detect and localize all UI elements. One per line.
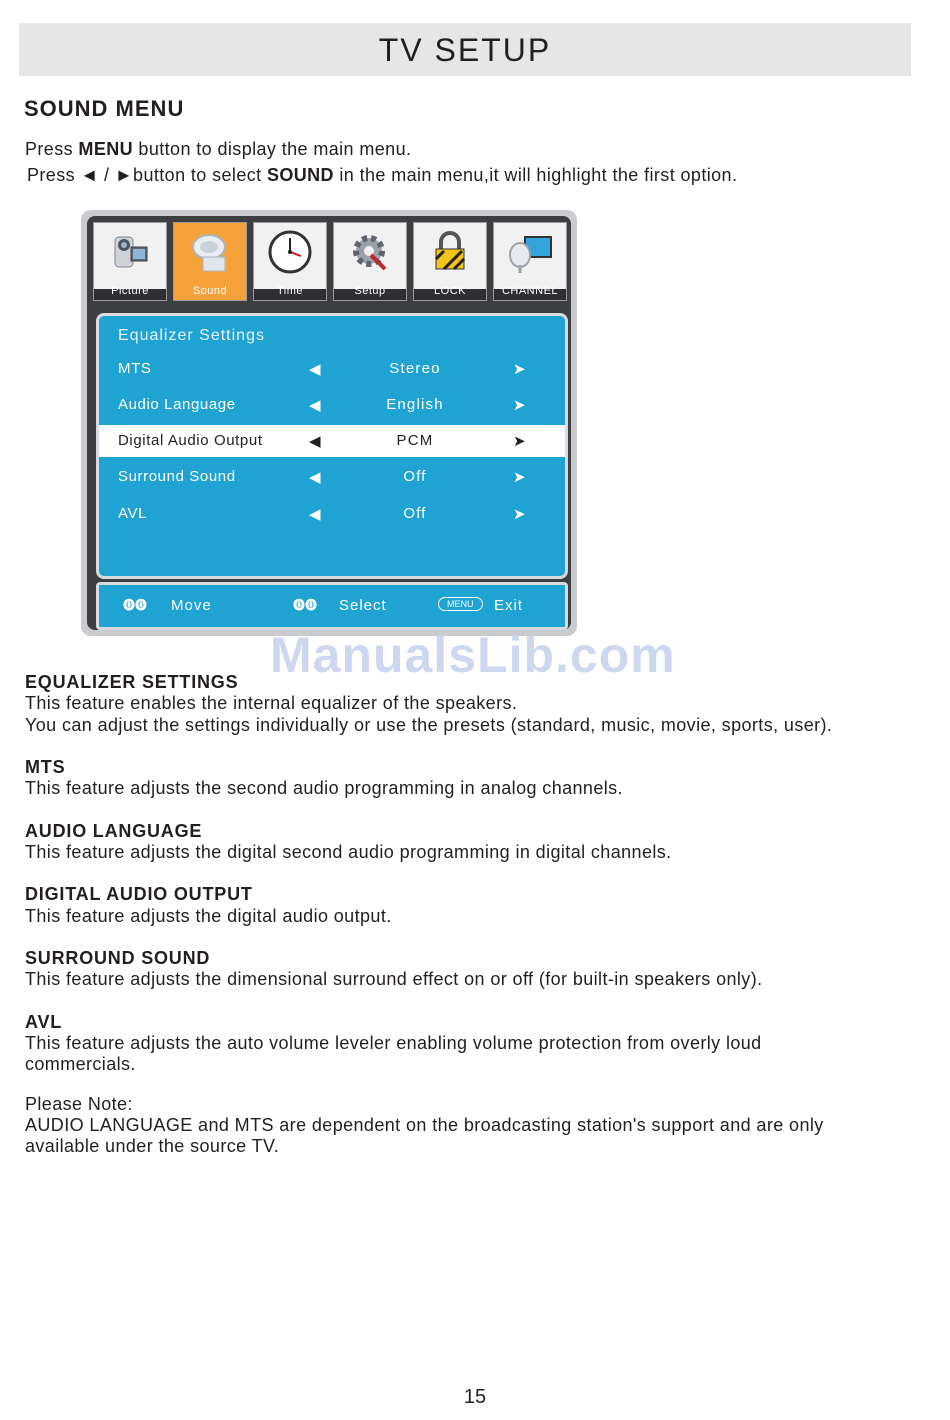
- satellite-dish-icon: [507, 229, 553, 275]
- watermark: ManualsLib.com: [270, 627, 676, 683]
- row-value: Stereo: [389, 360, 441, 377]
- text-avl-1: This feature adjusts the auto volume leveler enabling volume protection from overly loud: [25, 1033, 762, 1053]
- heading-equalizer-settings: EQUALIZER SETTINGS: [25, 672, 239, 692]
- row-label: Surround Sound: [118, 468, 236, 485]
- text-audio-language: This feature adjusts the digital second audio programming in digital channels.: [25, 842, 672, 862]
- tab-label: Sound: [192, 285, 228, 297]
- row-label: AVL: [118, 505, 148, 522]
- row-label: MTS: [118, 360, 152, 377]
- row-value: Off: [403, 505, 427, 522]
- heading-mts: MTS: [25, 757, 66, 777]
- gear-wrench-icon: [347, 229, 393, 275]
- text-surround-sound: This feature adjusts the dimensional surround effect on or off (for built-in speakers only).: [25, 969, 763, 989]
- speaker-icon: [187, 229, 233, 275]
- heading-avl: AVL: [25, 1012, 63, 1032]
- menu-key-icon: MENU: [438, 597, 483, 611]
- up-down-icon: ⓿⓿: [123, 598, 148, 612]
- tab-sound[interactable]: [173, 222, 247, 301]
- row-audio-language[interactable]: [99, 389, 565, 421]
- arrow-left-icon[interactable]: ◀: [309, 506, 321, 523]
- panel-title[interactable]: Equalizer Settings: [118, 327, 265, 344]
- row-value: Off: [403, 468, 427, 485]
- text-digital-audio-output: This feature adjusts the digital audio output.: [25, 906, 392, 926]
- sound-settings-panel: [96, 313, 568, 579]
- tab-label: CHANNEL: [501, 285, 559, 297]
- footer-select: Select: [339, 597, 387, 614]
- page-number: 15: [463, 1386, 487, 1408]
- tab-setup[interactable]: [333, 222, 407, 301]
- arrow-left-icon[interactable]: ◀: [309, 361, 321, 378]
- row-value: PCM: [396, 432, 434, 449]
- footer-exit: Exit: [494, 597, 524, 614]
- heading-surround-sound: SURROUND SOUND: [25, 948, 211, 968]
- row-value: English: [386, 396, 444, 413]
- footer-move: Move: [171, 597, 212, 614]
- text-avl-2: commercials.: [25, 1054, 136, 1074]
- header-bar: [19, 23, 911, 76]
- tab-picture[interactable]: [93, 222, 167, 301]
- page-title: TV SETUP: [378, 32, 552, 68]
- row-surround-sound[interactable]: [99, 461, 565, 493]
- arrow-left-icon[interactable]: ◀: [309, 397, 321, 414]
- arrow-right-icon[interactable]: ➤: [513, 397, 526, 414]
- row-digital-audio-output[interactable]: [99, 425, 565, 457]
- intro-line-2: Press ◄ / ►button to select SOUND in the main menu,it will highlight the first option.: [27, 165, 738, 185]
- note-line-1: AUDIO LANGUAGE and MTS are dependent on the broadcasting station's support and are only: [25, 1115, 824, 1135]
- menu-footer: [96, 582, 568, 630]
- tab-lock[interactable]: [413, 222, 487, 301]
- tab-label: Setup: [354, 285, 386, 297]
- padlock-icon: [427, 229, 473, 275]
- left-right-icon: ⓿⓿: [293, 598, 318, 612]
- intro-line-1: Press MENU button to display the main menu.: [25, 139, 412, 159]
- text-equalizer-2: You can adjust the settings individually or use the presets (standard, music, movie, sports, user).: [25, 715, 833, 735]
- arrow-left-icon[interactable]: ◀: [309, 469, 321, 486]
- row-mts[interactable]: [99, 353, 565, 385]
- arrow-right-icon[interactable]: ➤: [513, 433, 526, 450]
- tab-label: Time: [276, 285, 304, 297]
- note-line-2: available under the source TV.: [25, 1136, 280, 1156]
- arrow-right-icon[interactable]: ➤: [513, 469, 526, 486]
- text-equalizer-1: This feature enables the internal equalizer of the speakers.: [25, 693, 518, 713]
- tv-menu-illustration: [81, 210, 577, 636]
- arrow-left-icon[interactable]: ◀: [309, 433, 321, 450]
- text-mts: This feature adjusts the second audio programming in analog channels.: [25, 778, 623, 798]
- arrow-right-icon[interactable]: ➤: [513, 506, 526, 523]
- clock-icon: [267, 229, 313, 275]
- heading-digital-audio-output: DIGITAL AUDIO OUTPUT: [25, 884, 253, 904]
- camcorder-icon: [107, 229, 153, 275]
- row-label: Digital Audio Output: [118, 432, 263, 449]
- section-title: SOUND MENU: [24, 96, 185, 121]
- tab-channel[interactable]: [493, 222, 567, 301]
- tab-label: LOCK: [434, 285, 466, 297]
- row-avl[interactable]: [99, 498, 565, 530]
- heading-audio-language: AUDIO LANGUAGE: [25, 821, 203, 841]
- note-title: Please Note:: [25, 1094, 133, 1114]
- row-label: Audio Language: [118, 396, 236, 413]
- tv-menu-frame: [87, 216, 571, 630]
- tab-time[interactable]: [253, 222, 327, 301]
- arrow-right-icon[interactable]: ➤: [513, 361, 526, 378]
- tab-label: Picture: [111, 285, 149, 297]
